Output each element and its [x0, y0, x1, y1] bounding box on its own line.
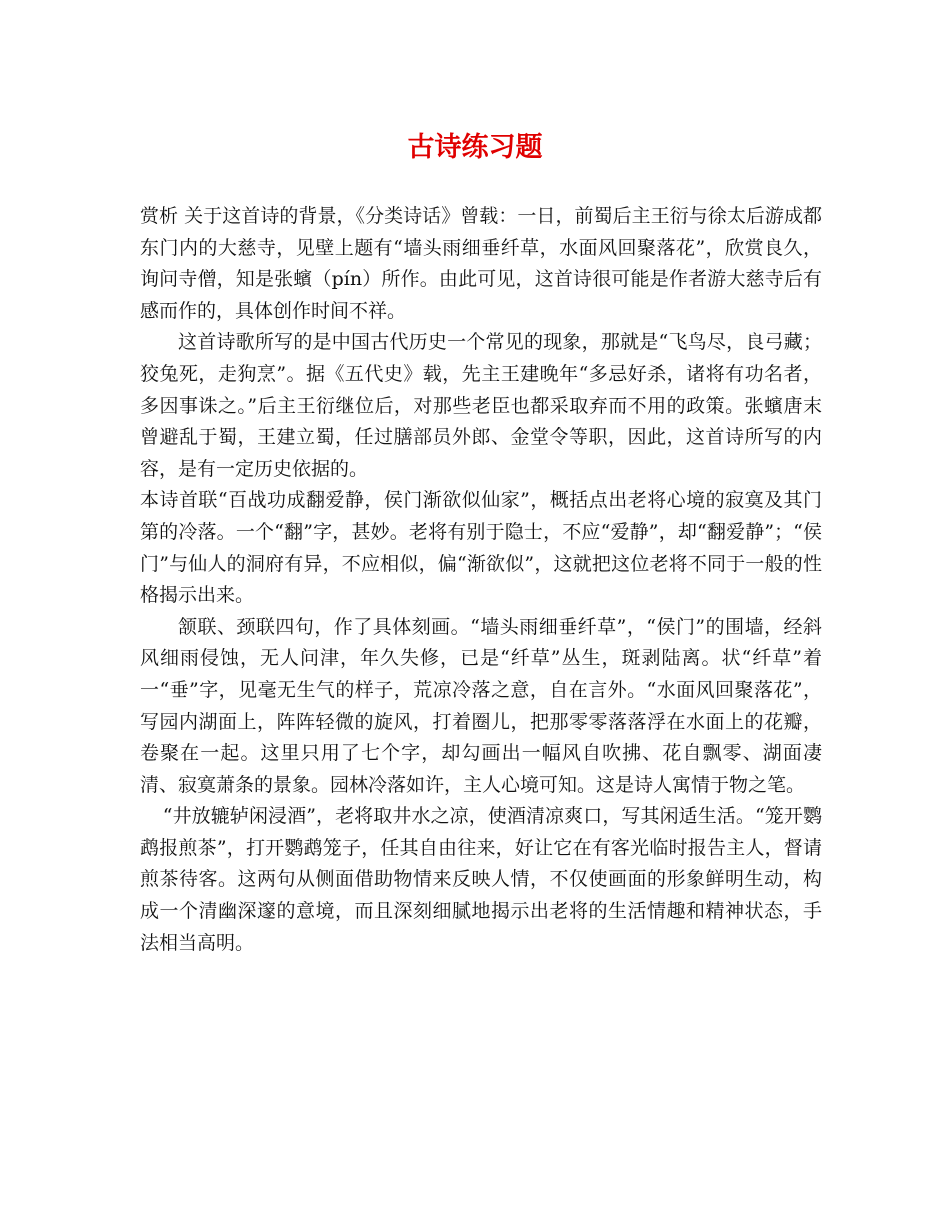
- paragraph-well-and-parrot: “井放辘轳闲浸酒”，老将取井水之凉，使酒清凉爽口，写其闲适生活。“笼开鹦鹉报煎茶”，打开鹦鹉笼子，任其自由往来，好让它在有客光临时报告主人，督请煎茶待客。这两句从侧面借助物情来反映人情，不仅使画面的形象鲜明生动，构成一个清幽深邃的意境，而且深刻细腻地揭示出老将的生活情趣和精神状态，手法相当高明。: [140, 805, 822, 954]
- document-body: [140, 201, 822, 959]
- paragraph-middle-couplets: 颔联、颈联四句，作了具体刻画。“墙头雨细垂纤草”，“侯门”的围墙，经斜风细雨侵蚀，无人问津，年久失修，已是“纤草”丛生，斑剥陆离。状“纤草”着一“垂”字，见毫无生气的样子，荒凉冷落之意，自在言外。“水面风回聚落花”，写园内湖面上，阵阵轻微的旋风，打着圈儿，把那零零落落浮在水面上的花瓣，卷聚在一起。这里只用了七个字，却勾画出一幅风自吹拂、花自飘零、湖面凄清、寂寞萧条的景象。园林冷落如许，主人心境可知。这是诗人寓情于物之笔。: [140, 615, 822, 796]
- paragraph-background: 赏析 关于这首诗的背景，《分类诗话》曾载：一日，前蜀后主王衍与徐太后游成都东门内的大慈寺，见壁上题有“墙头雨细垂纤草，水面风回聚落花”，欣赏良久，询问寺僧，知是张蠙（pín）所作。由此可见，这首诗很可能是作者游大慈寺后有感而作的，具体创作时间不祥。: [140, 205, 822, 322]
- page-title: 古诗练习题: [407, 132, 543, 163]
- paragraph-history: 这首诗歌所写的是中国古代历史一个常见的现象，那就是“飞鸟尽，良弓藏；狡兔死，走狗烹”。据《五代史》载，先主王建晚年“多忌好杀，诸将有功名者，多因事诛之。”后主王衍继位后，对那些老臣也都采取弃而不用的政策。张蠙唐末曾避乱于蜀，王建立蜀，任过膳部员外郎、金堂令等职，因此，这首诗所写的内容，是有一定历史依据的。: [140, 331, 822, 480]
- paragraph-first-couplet: 本诗首联“百战功成翻爱静，侯门渐欲似仙家”，概括点出老将心境的寂寞及其门第的冷落。一个“翻”字，甚妙。老将有别于隐士，不应“爱静”，却“翻爱静”；“侯门”与仙人的洞府有异，不应相似，偏“渐欲似”，这就把这位老将不同于一般的性格揭示出来。: [140, 489, 822, 607]
